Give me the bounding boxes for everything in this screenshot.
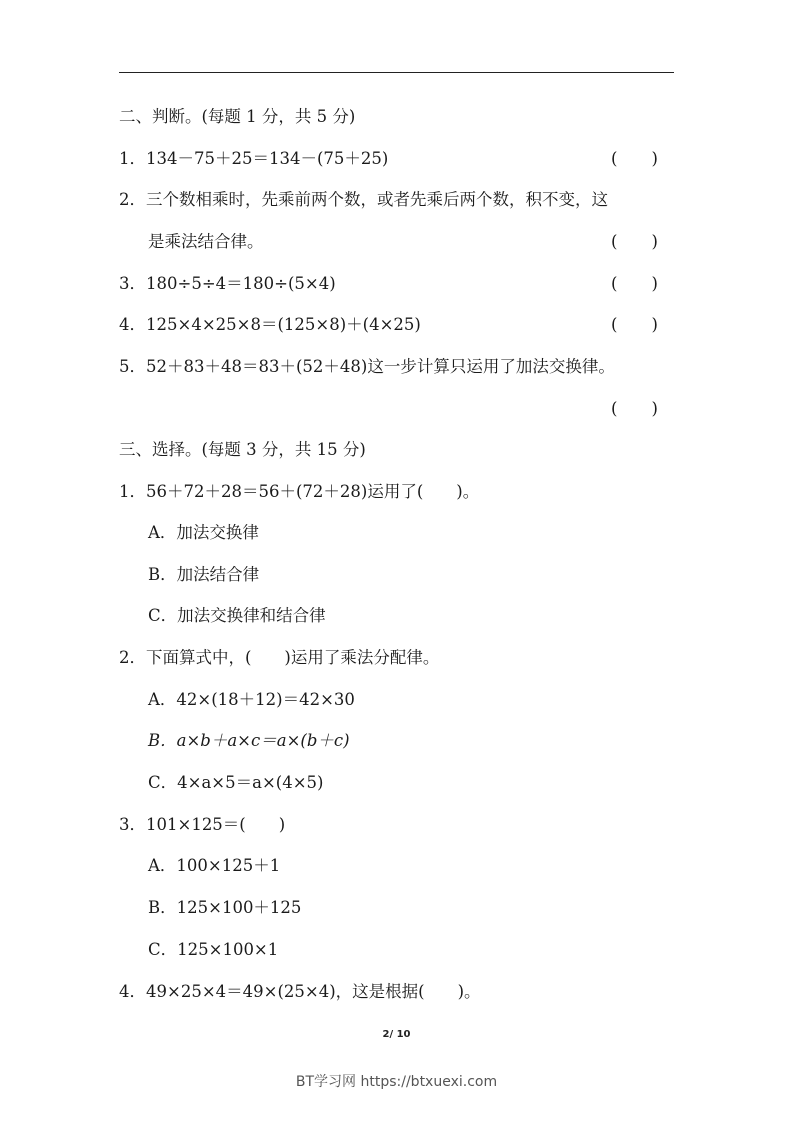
judge-item-3: 3．180÷5÷4＝180÷(5×4)	[119, 274, 336, 293]
judge-item-5: 5．52＋83＋48＝83＋(52＋48)这一步计算只运用了加法交换律。	[119, 357, 615, 376]
choice-q1-option-b[interactable]: B．加法结合律	[148, 565, 260, 584]
choice-q3-option-b[interactable]: B．125×100＋125	[148, 898, 302, 917]
answer-blank-1[interactable]: ( )	[611, 149, 658, 168]
answer-blank-3[interactable]: ( )	[611, 274, 658, 293]
choice-q2-option-c[interactable]: C．4×a×5＝a×(4×5)	[148, 773, 324, 792]
answer-blank-4[interactable]: ( )	[611, 315, 658, 334]
choice-q3-option-a[interactable]: A．100×125＋1	[148, 856, 281, 875]
judge-item-2-continued: 是乘法结合律。	[148, 232, 264, 251]
choice-q3-stem: 3．101×125＝( )	[119, 815, 286, 834]
site-watermark[interactable]: BT学习网 https://btxuexi.com	[295, 1074, 498, 1090]
section3-heading: 三、选择。(每题 3 分，共 15 分)	[119, 440, 366, 459]
choice-q4-stem: 4．49×25×4＝49×(25×4)，这是根据( )。	[119, 982, 481, 1001]
section2-heading: 二、判断。(每题 1 分，共 5 分)	[119, 107, 356, 126]
choice-q2-stem: 2．下面算式中，( )运用了乘法分配律。	[119, 648, 440, 667]
answer-blank-2[interactable]: ( )	[611, 232, 658, 251]
choice-q1-option-c[interactable]: C．加法交换律和结合律	[148, 606, 326, 625]
judge-item-2: 2．三个数相乘时，先乘前两个数，或者先乘后两个数，积不变，这	[119, 190, 608, 209]
header-rule	[119, 72, 674, 73]
choice-q1-option-a[interactable]: A．加法交换律	[148, 523, 259, 542]
page-number: 2/ 10	[382, 1029, 411, 1040]
answer-blank-5[interactable]: ( )	[611, 399, 658, 418]
choice-q3-option-c[interactable]: C．125×100×1	[148, 940, 279, 959]
choice-q2-option-a[interactable]: A．42×(18＋12)＝42×30	[148, 690, 355, 709]
choice-q1-stem: 1．56＋72＋28＝56＋(72＋28)运用了( )。	[119, 482, 480, 501]
judge-item-1: 1．134－75＋25＝134－(75＋25)	[119, 149, 389, 168]
judge-item-4: 4．125×4×25×8＝(125×8)＋(4×25)	[119, 315, 421, 334]
choice-q2-option-b[interactable]: B．a×b＋a×c＝a×(b＋c)	[148, 731, 350, 750]
